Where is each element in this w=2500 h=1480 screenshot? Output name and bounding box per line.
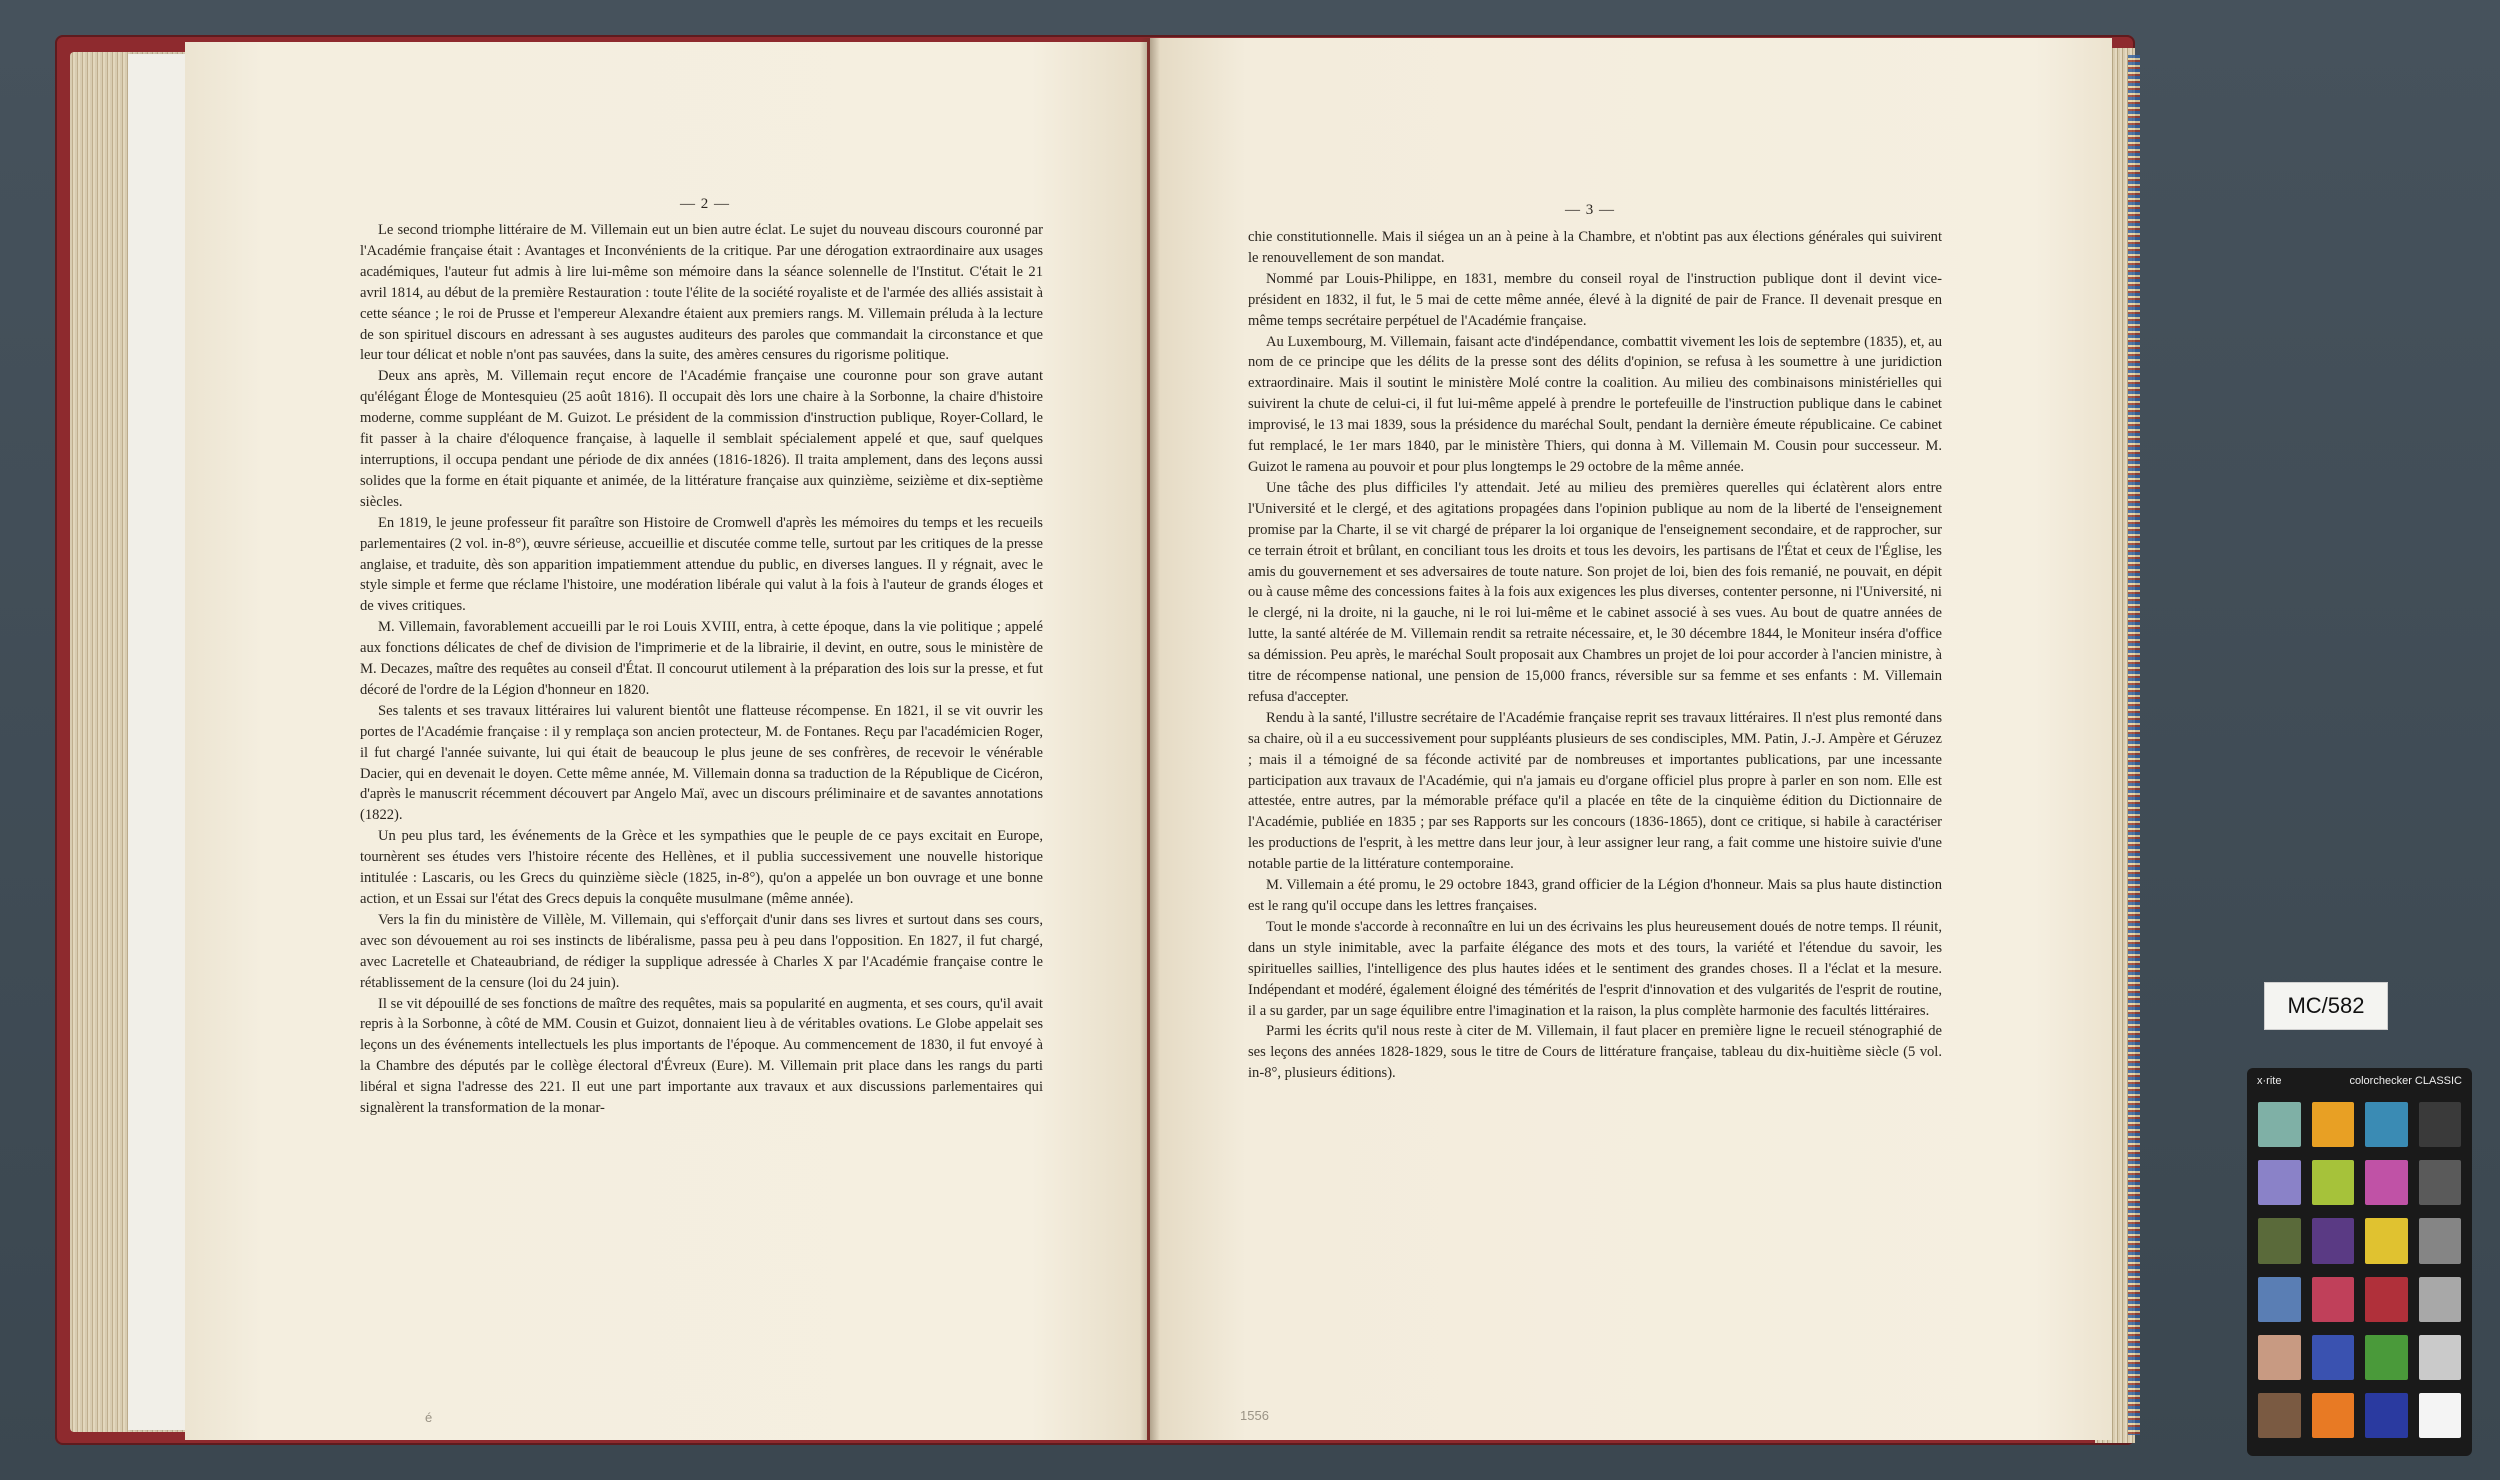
color-patch [2419, 1335, 2462, 1380]
color-patch [2419, 1102, 2462, 1147]
marbled-edge [2128, 55, 2140, 1435]
book-gutter [1140, 38, 1160, 1440]
checker-model-label: colorchecker CLASSIC [2349, 1075, 2462, 1087]
color-patch [2258, 1218, 2301, 1263]
paragraph: En 1819, le jeune professeur fit paraître son Histoire de Cromwell d'après les mémoires du temps et les recueils parlementaires (2 vol. in-8°), œuvre sérieuse, accueillie et discutée comme telle, surtout par les critiques de la presse anglaise, et traduite, dès son apparition impatiemment attendue du public, en diverses langues. Il y régnait, avec le style simple et ferme que réclame l'histoire, une modération libérale qui valut à la fois à l'auteur de grands éloges et de vives critiques. [360, 514, 1043, 615]
color-patch [2312, 1160, 2355, 1205]
right-page-number: — 3 — [1565, 202, 1615, 218]
color-patch [2312, 1218, 2355, 1263]
right-page-text [1248, 227, 1942, 1084]
color-patch [2258, 1160, 2301, 1205]
paragraph: Vers la fin du ministère de Villèle, M. Villemain, qui s'efforçait d'unir dans ses livres et surtout dans ses cours, avec son dévouement au roi ses instincts de libéralisme, passa peu à peu dans l'opposition. En 1827, il fut chargé, avec Lacretelle et Chateaubriand, de rédiger la supplique adressée à Charles X par l'Académie française contre le rétablissement de la censure (loi du 24 juin). [360, 911, 1043, 991]
paragraph: M. Villemain a été promu, le 29 octobre 1843, grand officier de la Légion d'honneur. Mais sa plus haute distinction est le rang qu'il occupe dans les lettres françaises. [1248, 877, 1942, 914]
paragraph: Tout le monde s'accorde à reconnaître en lui un des écrivains les plus heureusement doués de notre temps. Il réunit, dans un style inimitable, avec la parfaite élégance des mots et des tours, la variété et l'étendue du savoir, les spirituelles saillies, l'intelligence des plus hautes idées et le sentiment des grandes choses. Il a l'éclat et la mesure. Indépendant et modéré, également éloigné des témérités de l'esprit d'innovation et des vulgarités de l'esprit de routine, il a su garder, par un sage équilibre entre l'imagination et la raison, la plus complète harmonie des facultés littéraires. [1248, 918, 1942, 1019]
color-patch [2365, 1218, 2408, 1263]
color-patch [2365, 1160, 2408, 1205]
paragraph: Deux ans après, M. Villemain reçut encore de l'Académie française une couronne pour son grave autant qu'élégant Éloge de Montesquieu (25 août 1816). Il occupait dès lors une chaire à la Sorbonne, la chaire d'histoire moderne, comme suppléant de M. Guizot. Le président de la commission d'instruction publique, Royer-Collard, le fit passer à la chaire d'éloquence française, à laquelle il semblait spécialement appelé et que, sauf quelques interruptions, il occupa pendant une période de dix années (1816-1826). Il traita amplement, dans des leçons aussi solides que la forme en était piquante et animée, de la littérature française aux quinzième, seizième et dix-septième siècles. [360, 368, 1043, 510]
color-patch-grid [2258, 1102, 2461, 1438]
paragraph: Rendu à la santé, l'illustre secrétaire de l'Académie française reprit ses travaux littéraires. Il n'est plus remonté dans sa chaire, où il a eu successivement pour suppléants plusieurs de ses condisciples, MM. Patin, J.-J. Ampère et Géruzez ; mais il a témoigné de sa féconde activité par de nombreuses et importantes publications, par une incessante participation aux travaux de l'Académie, qui n'a jamais eu d'organe officiel plus propre à parler en son nom. Elle est attestée, entre autres, par la mémorable préface qu'il a placée en tête de la cinquième édition du Dictionnaire de l'Académie, publiée en 1835 ; par ses Rapports sur les concours (1836-1865), dont ce critique, si habile à caractériser les productions de l'esprit, à les mettre dans leur jour, à leur assigner leur rang, a fait comme une histoire suivie d'une notable partie de la littérature contemporaine. [1248, 709, 1942, 873]
color-patch [2312, 1277, 2355, 1322]
color-patch [2365, 1277, 2408, 1322]
color-patch [2419, 1160, 2462, 1205]
color-patch [2419, 1277, 2462, 1322]
paragraph: Nommé par Louis-Philippe, en 1831, membre du conseil royal de l'instruction publique dont il devint vice-président en 1832, il fut, le 5 mai de cette même année, élevé à la dignité de pair de France. Il devenait presque en même temps secrétaire perpétuel de l'Académie française. [1248, 270, 1942, 329]
archive-label: MC/582 [2264, 982, 2388, 1030]
paragraph: Ses talents et ses travaux littéraires lui valurent bientôt une flatteuse récompense. En 1821, il se vit ouvrir les portes de l'Académie française : il y remplaça son ancien protecteur, M. de Fontanes. Reçu par l'académicien Roger, il fut chargé l'année suivante, lui qui était de beaucoup le plus jeune de ses confrères, de recevoir le vénérable Dacier, qui en devenait le doyen. Cette même année, M. Villemain donna sa traduction de la République de Cicéron, d'après le manuscrit récemment découvert par Angelo Maï, avec un discours préliminaire et de savantes annotations (1822). [360, 702, 1043, 824]
left-flyleaf [128, 54, 188, 1430]
color-patch [2419, 1393, 2462, 1438]
paragraph: Une tâche des plus difficiles l'y attendait. Jeté au milieu des premières querelles qui éclatèrent alors entre l'Université et le clergé, et des agitations propagées dans l'opinion publique au nom de la liberté de l'enseignement promise par la Charte, il se vit chargé de préparer la loi organique de l'enseignement secondaire, et de rapprocher, sur ce terrain étroit et brûlant, en conciliant tous les droits et tous les devoirs, les partisans de l'État et ceux de l'Église, les amis du gouvernement et ses adversaires de toute nature. Son projet de loi, bien des fois remanié, ne pouvait, en dépit ou à cause même des concessions faites à la fois aux exigences les plus diverses, contenter personne, ni l'Université, ni le clergé, ni la droite, ni la gauche, ni le roi lui-même et le cabinet associé à ses vues. Au bout de quatre années de lutte, la santé altérée de M. Villemain rendit sa retraite nécessaire, et, le 30 décembre 1844, le Moniteur inséra d'office sa démission. Peu après, le maréchal Soult proposait aux Chambres un projet de loi pour accorder à l'ancien ministre, à titre de récompense national, une pension de 15,000 francs, réversible sur sa femme et ses enfants : M. Villemain refusa d'accepter. [1248, 479, 1943, 705]
left-pencil-mark: é [425, 1410, 433, 1425]
color-checker-card [2247, 1068, 2472, 1456]
color-checker-header [2257, 1075, 2462, 1091]
paragraph: Au Luxembourg, M. Villemain, faisant acte d'indépendance, combattit vivement les lois de septembre (1835), et, au nom de ce principe que les délits de la presse sont des délits d'opinion, se refusa à les soumettre à une juridiction extraordinaire. Mais il soutint le ministère Molé contre la coalition. Au milieu des combinaisons ministérielles qui suivirent la chute de celui-ci, il fut lui-même appelé à prendre le portefeuille de l'instruction publique dans le cabinet improvisé, le 13 mai 1839, sous la présidence du maréchal Soult, pendant la dernière émeute républicaine. Ce cabinet fut remplacé, le 1er mars 1840, par le ministère Thiers, qui donna à M. Villemain M. Cousin pour successeur. M. Guizot le ramena au pouvoir et pour plus longtemps le 29 octobre de la même année. [1248, 333, 1942, 475]
color-patch [2365, 1393, 2408, 1438]
color-patch [2312, 1335, 2355, 1380]
color-patch [2419, 1218, 2462, 1263]
paragraph: Le second triomphe littéraire de M. Villemain eut un bien autre éclat. Le sujet du nouveau discours couronné par l'Académie française était : Avantages et Inconvénients de la critique. Par une dérogation extraordinaire aux usages académiques, l'auteur fut admis à lire lui-même son mémoire dans la séance solennelle de l'Institut. C'était le 21 avril 1814, au début de la première Restauration : toute l'élite de la société royaliste et de l'armée des alliés assistait à cette séance ; le roi de Prusse et l'empereur Alexandre étaient aux premiers rangs. M. Villemain préluda à la lecture de son spirituel discours en adressant à ses augustes auditeurs des paroles que commandait la circonstance et que leur tour délicat et noble n'ont pas sauvées, dans la suite, des amères censures du rigorisme politique. [360, 222, 1043, 364]
xrite-logo: x·rite [2257, 1075, 2282, 1087]
paragraph: Il se vit dépouillé de ses fonctions de maître des requêtes, mais sa popularité en augmenta, et ses cours, qu'il avait repris à la Sorbonne, à côté de MM. Cousin et Guizot, donnaient lieu à de véritables ovations. Le Globe appelait ses leçons un des événements intellectuels les plus importants de l'époque. Au commencement de 1830, il fut envoyé à la Chambre des députés par le collège électoral d'Évreux (Eure). M. Villemain prit place dans les rangs du parti libéral et signa l'adresse des 221. Il eut une part importante aux travaux et aux discussions parlementaires qui signalèrent la transformation de la monar- [360, 995, 1043, 1117]
color-patch [2365, 1102, 2408, 1147]
color-patch [2365, 1335, 2408, 1380]
color-patch [2312, 1393, 2355, 1438]
color-patch [2258, 1335, 2301, 1380]
left-page-number: — 2 — [680, 196, 730, 212]
color-patch [2258, 1102, 2301, 1147]
paragraph: chie constitutionnelle. Mais il siégea un an à peine à la Chambre, et n'obtint pas aux élections générales qui suivirent le renouvellement de son mandat. [1248, 229, 1942, 266]
color-patch [2258, 1277, 2301, 1322]
right-pencil-mark: 1556 [1240, 1408, 1269, 1423]
paragraph: M. Villemain, favorablement accueilli par le roi Louis XVIII, entra, à cette époque, dans la vie politique ; appelé aux fonctions délicates de chef de division de l'imprimerie et de la librairie, il devint, en outre, sous le ministère de M. Decazes, maître des requêtes au conseil d'État. Il concourut utilement à la préparation des lois sur la presse, et fut décoré de l'ordre de la Légion d'honneur en 1820. [360, 619, 1043, 698]
color-patch [2312, 1102, 2355, 1147]
color-patch [2258, 1393, 2301, 1438]
left-page-text [360, 220, 1043, 1119]
paragraph: Parmi les écrits qu'il nous reste à citer de M. Villemain, il faut placer en première ligne le recueil sténographié de ses leçons des années 1828-1829, sous le titre de Cours de littérature française, tableau du dix-huitième siècle (5 vol. in-8°, plusieurs éditions). [1248, 1023, 1942, 1082]
paragraph: Un peu plus tard, les événements de la Grèce et les sympathies que le peuple de ce pays excitait en Europe, tournèrent ses études vers l'histoire récente des Hellènes, et il publia successivement une nouvelle historique intitulée : Lascaris, ou les Grecs du quinzième siècle (1825, in-8°), qu'on a appelée un bon ouvrage et une bonne action, et un Essai sur l'état des Grecs depuis la conquête musulmane (même année). [360, 828, 1043, 907]
